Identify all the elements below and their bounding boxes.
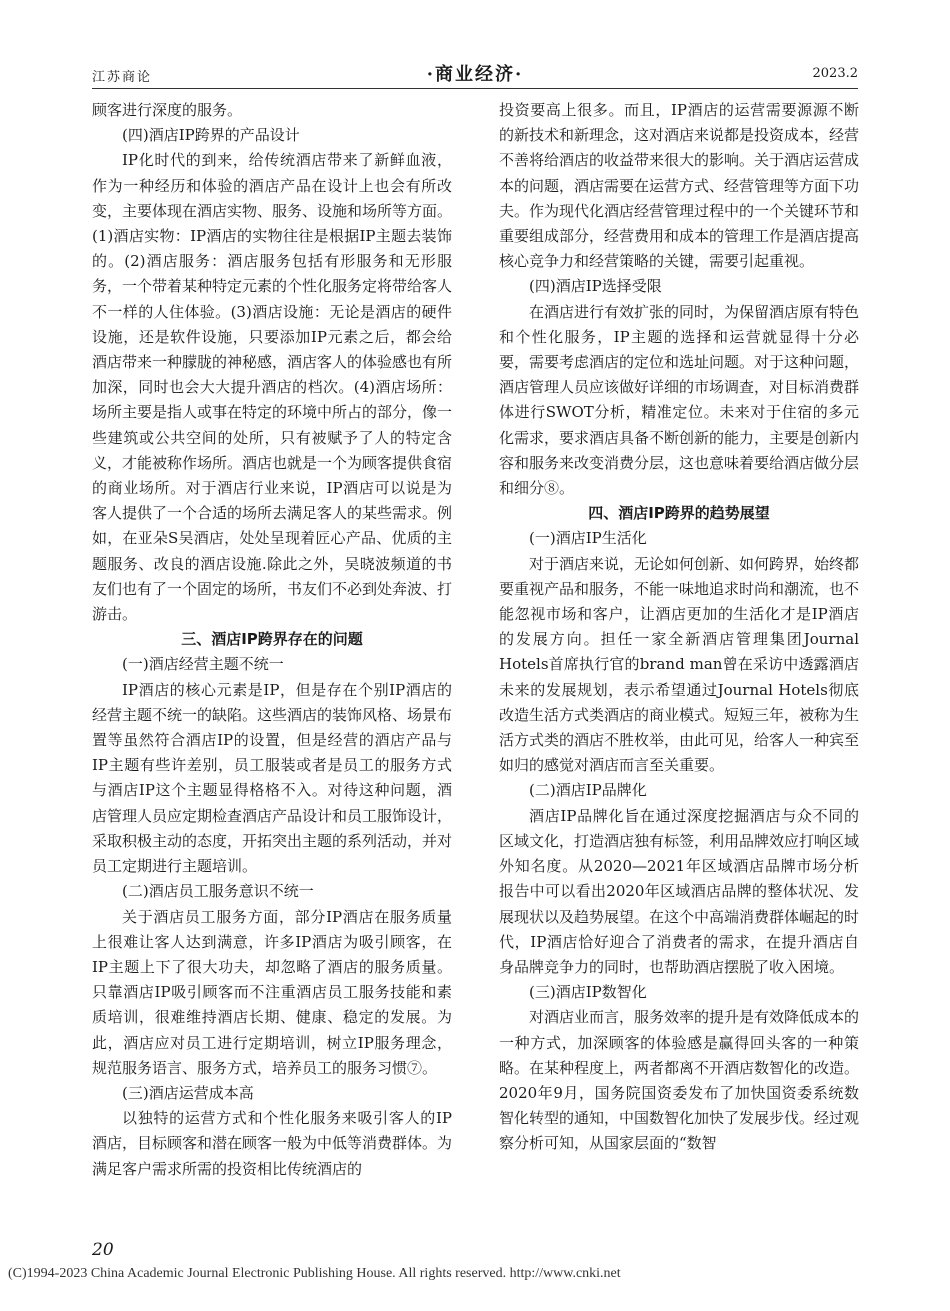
subheading: (二)酒店员工服务意识不统一: [122, 882, 314, 901]
section-heading: 三、酒店IP跨界存在的问题: [181, 630, 363, 649]
paragraph: 关于酒店员工服务方面，部分IP酒店在服务质量上很难让客人达到满意，许多IP酒店为吸引顾客，在IP主题上下了很大功夫，却忽略了酒店的服务质量。只靠酒店IP吸引顾客而不注重酒店员工服务技能和素质培训，很难维持酒店长期、健康、稳定的发展。为此，酒店应对员工进行定期培训，树立IP服务理念，规范服务语言、服务方式，培养员工的服务习惯⑦。: [92, 907, 452, 1077]
subheading: (四)酒店IP跨界的产品设计: [122, 126, 300, 145]
subheading: (二)酒店IP品牌化: [529, 781, 647, 800]
section-heading: 四、酒店IP跨界的趋势展望: [588, 504, 770, 523]
paragraph: IP酒店的核心元素是IP，但是存在个别IP酒店的经营主题不统一的缺陷。这些酒店的装饰风格、场景布置等虽然符合酒店IP的设置，但是经营的酒店产品与IP主题有些许差别，员工服装或者是员工的服务方式与酒店IP这个主题显得格格不入。对待这种问题，酒店管理人员应定期检查酒店产品设计和员工服饰设计，采取积极主动的态度，开拓突出主题的系列活动，并对员工定期进行主题培训。: [92, 680, 453, 876]
paragraph: 酒店IP品牌化旨在通过深度挖掘酒店与众不同的区域文化，打造酒店独有标签，利用品牌效应打响区域外知名度。从2020—2021年区域酒店品牌市场分析报告中可以看出2020年区域酒店品牌的整体状况、发展现状以及趋势展望。在这个中高端消费群体崛起的时代，IP酒店恰好迎合了消费者的需求，在提升酒店自身品牌竞争力的同时，也帮助酒店摆脱了收入困境。: [499, 806, 860, 976]
subheading: (一)酒店经营主题不统一: [122, 655, 284, 674]
subheading: (三)酒店运营成本高: [122, 1083, 254, 1102]
left-column: [92, 98, 452, 1182]
issue-number: 2023.2: [812, 66, 858, 81]
section-title: ·商业经济·: [426, 64, 524, 85]
paragraph: 对于酒店来说，无论如何创新、如何跨界，始终都要重视产品和服务，不能一味地追求时尚和潮流，也不能忽视市场和客户，让酒店更加的生活化才是IP酒店的发展方向。担任一家全新酒店管理集团Journal Hotels首席执行官的brand man曾在采访中透露酒店未来的发展规划，表示希望通过Journal Hotels彻底改造生活方式类酒店的商业模式。短短三年，被称为生活方式类的酒店不胜枚举，由此可见，给客人一种宾至如归的感觉对酒店而言至关重要。: [499, 554, 860, 775]
copyright-footer: (C)1994-2023 China Academic Journal Electronic Publishing House. All rights reserved. http://www.cnki.net: [8, 1266, 621, 1281]
journal-name: 江苏商论: [92, 70, 153, 85]
subheading: (三)酒店IP数智化: [529, 983, 647, 1002]
paragraph: 投资要高上很多。而且，IP酒店的运营需要源源不断的新技术和新理念，这对酒店来说都是投资成本，经营不善将给酒店的收益带来很大的影响。关于酒店运营成本的问题，酒店需要在运营方式、经营管理等方面下功夫。作为现代化酒店经营管理过程中的一个关键环节和重要组成部分，经营费用和成本的管理工作是酒店提高核心竞争力和经营策略的关键，需要引起重视。: [499, 101, 860, 271]
paragraph: 在酒店进行有效扩张的同时，为保留酒店原有特色和个性化服务，IP主题的选择和运营就显得十分必要，需要考虑酒店的定位和选址问题。对于这种问题，酒店管理人员应该做好详细的市场调查，对目标消费群体进行SWOT分析，精准定位。未来对于住宿的多元化需求，要求酒店具备不断创新的能力，主要是创新内容和服务来改变消费分层，这也意味着要给酒店做分层和细分⑧。: [499, 302, 860, 498]
page-number: 20: [92, 1240, 114, 1260]
subheading: (四)酒店IP选择受限: [529, 277, 662, 296]
right-column: [499, 98, 859, 1157]
header-rule: [92, 88, 858, 89]
paragraph: 对酒店业而言，服务效率的提升是有效降低成本的一种方式，加深顾客的体验感是赢得回头客的一种策略。在某种程度上，两者都离不开酒店数智化的改造。2020年9月，国务院国资委发布了加快国资委系统数智化转型的通知，中国数智化加快了发展步伐。经过观察分析可知，从国家层面的“数智: [499, 1008, 860, 1153]
subheading: (一)酒店IP生活化: [529, 529, 647, 548]
paragraph: IP化时代的到来，给传统酒店带来了新鲜血液，作为一种经历和体验的酒店产品在设计上也会有所改变，主要体现在酒店实物、服务、设施和场所等方面。(1)酒店实物：IP酒店的实物往往是根据IP主题去装饰的。(2)酒店服务：酒店服务包括有形服务和无形服务，一个带着某种特定元素的个性化服务定将带给客人不一样的人住体验。(3)酒店设施：无论是酒店的硬件设施，还是软件设施，只要添加IP元素之后，都会给酒店带来一种朦胧的神秘感，酒店客人的体验感也有所加深，同时也会大大提升酒店的档次。(4)酒店场所：场所主要是指人或事在特定的环境中所占的部分，像一些建筑或公共空间的处所，只有被赋予了人的特定含义，才能被称作场所。酒店也就是一个为顾客提供食宿的商业场所。对于酒店行业来说，IP酒店可以说是为客人提供了一个合适的场所去满足客人的某些需求。例如，在亚朵S吴酒店，处处呈现着匠心产品、优质的主题服务、改良的酒店设施.除此之外，吴晓波频道的书友们也有了一个固定的场所，书友们不必到处奔波、打游击。: [92, 151, 453, 624]
paragraph: 顾客进行深度的服务。: [92, 101, 243, 119]
paragraph: 以独特的运营方式和个性化服务来吸引客人的IP酒店，目标顾客和潜在顾客一般为中低等消费群体。为满足客户需求所需的投资相比传统酒店的: [92, 1109, 453, 1178]
